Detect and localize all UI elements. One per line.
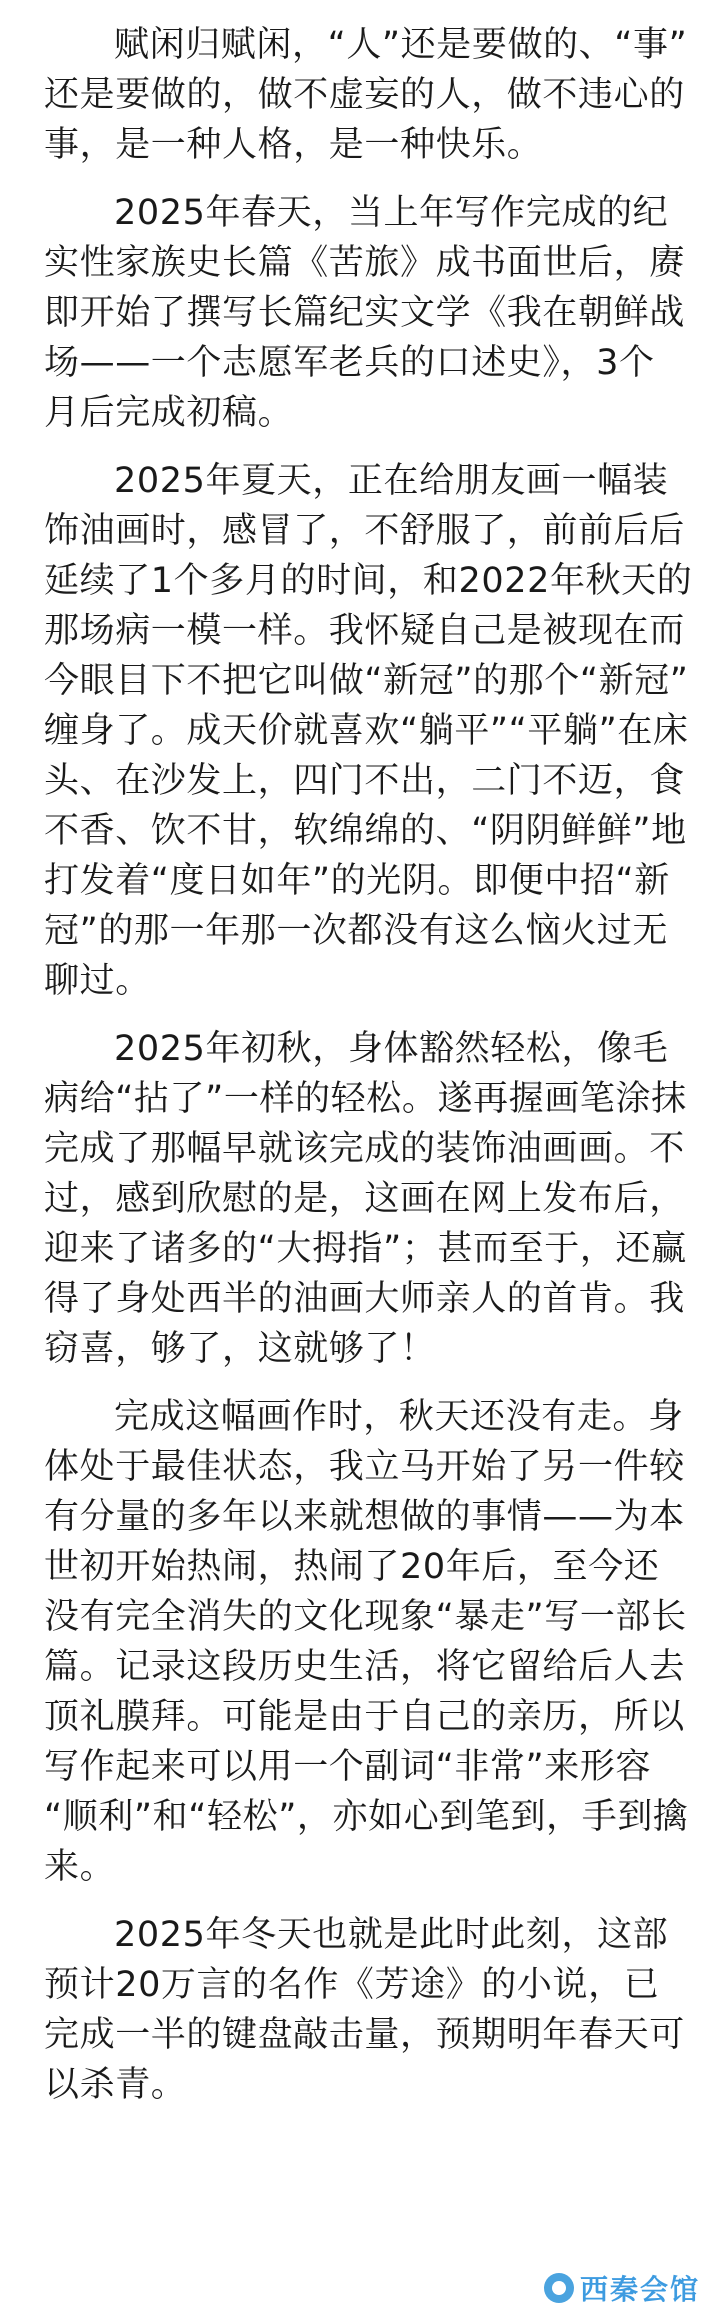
paragraph-line: 世初开始热闹，热闹了20年后，至今还	[44, 1547, 660, 1587]
paragraph-line: 事，是一种人格，是一种快乐。	[44, 125, 543, 165]
paragraph-line: 赋闲归赋闲，“人”还是要做的、“事”	[114, 25, 688, 65]
paragraph-line: 完成一半的键盘敲击量，预期明年春天可	[44, 2015, 685, 2055]
paragraph	[44, 1910, 685, 2110]
paragraph-line: 预计20万言的名作《芳途》的小说，已	[44, 1965, 660, 2005]
paragraph-line: 顶礼膜拜。可能是由于自己的亲历，所以	[44, 1697, 685, 1737]
paragraph-line: 打发着“度日如年”的光阴。即便中招“新	[44, 861, 670, 901]
watermark	[538, 2266, 706, 2310]
paragraph-line: 过，感到欣慰的是，这画在网上发布后，	[44, 1179, 685, 1219]
paragraph-line: 完成了那幅早就该完成的装饰油画画。不	[44, 1129, 685, 1169]
paragraph-line: 冠”的那一年那一次都没有这么恼火过无	[44, 911, 668, 951]
paragraph-line: 得了身处西半的油画大师亲人的首肯。我	[44, 1279, 685, 1319]
paragraph-line: 今眼目下不把它叫做“新冠”的那个“新冠”	[44, 661, 689, 701]
paragraph-line: 窃喜，够了，这就够了！	[44, 1329, 436, 1369]
paragraph-line: 缠身了。成天价就喜欢“躺平”“平躺”在床	[44, 711, 689, 751]
paragraph-line: 体处于最佳状态，我立马开始了另一件较	[44, 1447, 685, 1487]
paragraph-line: 有分量的多年以来就想做的事情——为本	[44, 1497, 685, 1537]
paragraph-line: 不香、饮不甘，软绵绵的、“阴阴鲜鲜”地	[44, 811, 687, 851]
paragraph-line: 延续了1个多月的时间，和2022年秋天的	[44, 561, 693, 601]
paragraph	[44, 1392, 689, 1892]
paragraph-line: 即开始了撰写长篇纪实文学《我在朝鲜战	[44, 293, 685, 333]
paragraph-line: 2025年初秋，身体豁然轻松，像毛	[114, 1029, 669, 1069]
paragraph-line: 来。	[44, 1847, 116, 1887]
paragraph	[44, 20, 688, 170]
paragraph-line: 那场病一模一样。我怀疑自己是被现在而	[44, 611, 685, 651]
watermark-text: 西秦会馆	[579, 2273, 700, 2306]
paragraph-line: 2025年冬天也就是此时此刻，这部	[114, 1915, 669, 1955]
paragraph	[44, 1024, 687, 1374]
paragraph-line: 没有完全消失的文化现象“暴走”写一部长	[44, 1597, 687, 1637]
paragraph	[44, 188, 685, 438]
paragraph-line: 2025年夏天，正在给朋友画一幅装	[114, 461, 669, 501]
paragraph-line: 篇。记录这段历史生活，将它留给后人去	[44, 1647, 685, 1687]
paragraph-line: 聊过。	[44, 961, 151, 1001]
paragraph-line: 2025年春天，当上年写作完成的纪	[114, 193, 669, 233]
paragraph-line: 病给“拈了”一样的轻松。遂再握画笔涂抹	[44, 1079, 687, 1119]
paragraph-line: “顺利”和“轻松”，亦如心到笔到，手到擒	[44, 1797, 689, 1837]
paragraph	[44, 456, 693, 1006]
paragraph-line: 以杀青。	[44, 2065, 187, 2105]
paragraph-line: 月后完成初稿。	[44, 393, 294, 433]
paragraph-line: 迎来了诸多的“大拇指”；甚而至于，还赢	[44, 1229, 687, 1269]
paragraph-line: 场——一个志愿军老兵的口述史》，3个	[44, 343, 655, 383]
paragraph-line: 还是要做的，做不虚妄的人，做不违心的	[44, 75, 685, 115]
paragraph-line: 饰油画时，感冒了，不舒服了，前前后后	[44, 511, 685, 551]
paragraph-line: 实性家族史长篇《苦旅》成书面世后，赓	[44, 243, 685, 283]
paragraph-line: 写作起来可以用一个副词“非常”来形容	[44, 1747, 652, 1787]
paragraph-line: 头、在沙发上，四门不出，二门不迈，食	[44, 761, 685, 801]
site-logo-icon	[544, 2273, 574, 2303]
paragraph-line: 完成这幅画作时，秋天还没有走。身	[114, 1397, 684, 1437]
